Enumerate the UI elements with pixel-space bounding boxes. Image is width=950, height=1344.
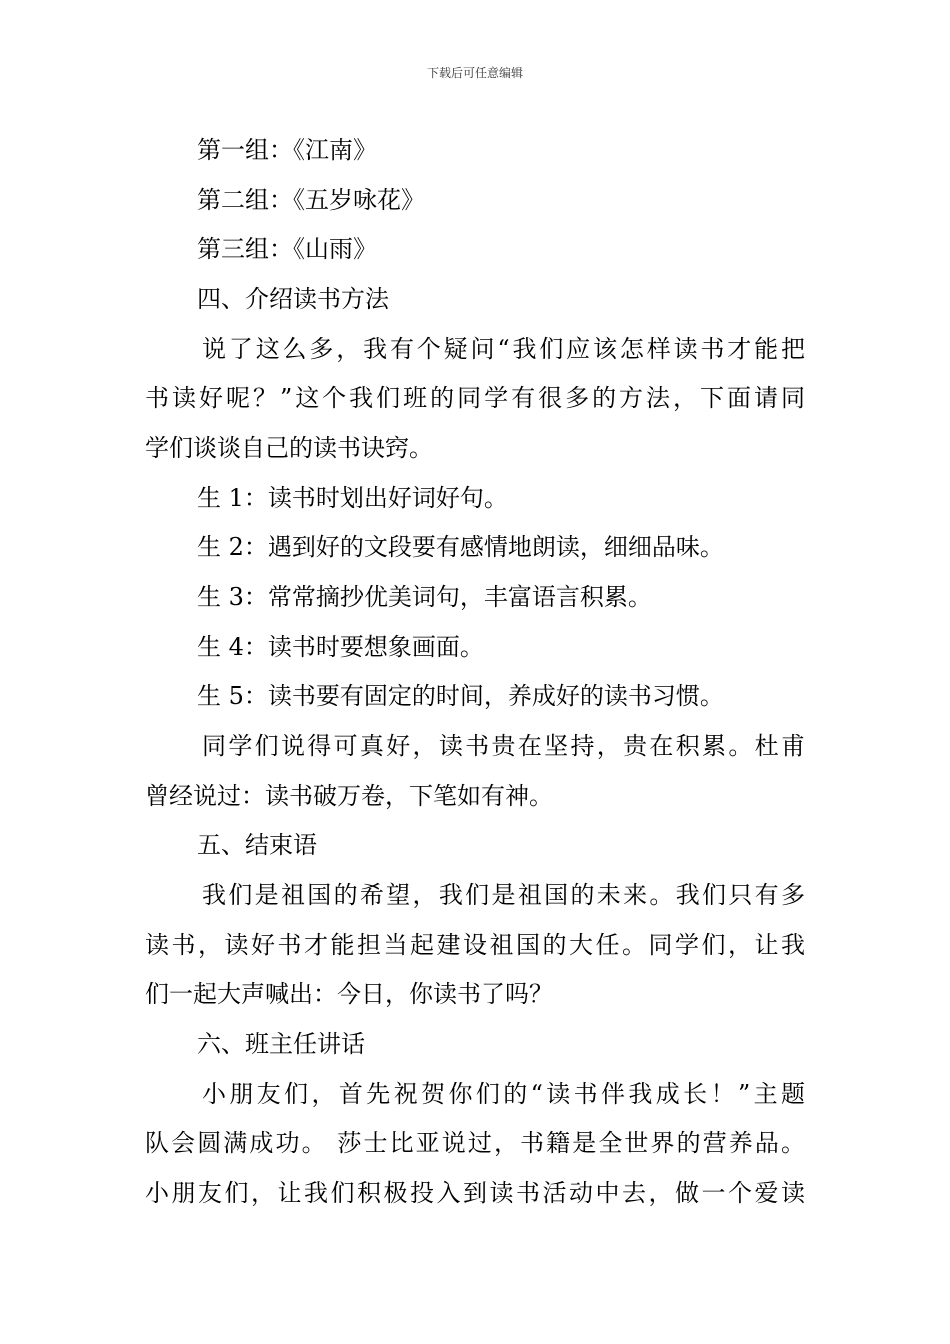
group-three-line: 第三组：《山雨》 bbox=[197, 235, 377, 263]
group-one-line: 第一组：《江南》 bbox=[197, 136, 377, 164]
section-heading-four: 四、介绍读书方法 bbox=[197, 285, 389, 313]
paragraph-line: 书读好呢？”这个我们班的同学有很多的方法，下面请同 bbox=[145, 384, 805, 412]
student-answer-4: 生 4：读书时要想象画面。 bbox=[197, 633, 484, 661]
paragraph-line: 同学们说得可真好，读书贵在坚持，贵在积累。杜甫 bbox=[202, 732, 805, 760]
paragraph-line: 说了这么多，我有个疑问“我们应该怎样读书才能把 bbox=[202, 335, 805, 363]
paragraph-line: 我们是祖国的希望，我们是祖国的未来。我们只有多 bbox=[202, 881, 805, 909]
paragraph-line: 小朋友们，让我们积极投入到读书活动中去，做一个爱读 bbox=[145, 1179, 805, 1207]
section-heading-six: 六、班主任讲话 bbox=[197, 1030, 365, 1058]
student-answer-3: 生 3：常常摘抄优美词句，丰富语言积累。 bbox=[197, 583, 652, 611]
group-two-line: 第二组：《五岁咏花》 bbox=[197, 186, 425, 214]
student-answer-5: 生 5：读书要有固定的时间，养成好的读书习惯。 bbox=[197, 682, 724, 710]
paragraph-line: 小朋友们，首先祝贺你们的“读书伴我成长！”主题 bbox=[202, 1080, 805, 1108]
section-heading-five: 五、结束语 bbox=[197, 831, 317, 859]
student-answer-2: 生 2：遇到好的文段要有感情地朗读，细细品味。 bbox=[197, 533, 724, 561]
paragraph-line: 队会圆满成功。 莎士比亚说过，书籍是全世界的营养品。 bbox=[145, 1129, 805, 1157]
paragraph-line: 们一起大声喊出：今日，你读书了吗？ bbox=[145, 980, 553, 1008]
paragraph-line: 读书，读好书才能担当起建设祖国的大任。同学们，让我 bbox=[145, 931, 805, 959]
header-note: 下载后可任意编辑 bbox=[426, 66, 523, 80]
paragraph-line: 学们谈谈自己的读书诀窍。 bbox=[145, 434, 433, 462]
paragraph-line: 曾经说过：读书破万卷，下笔如有神。 bbox=[145, 782, 553, 810]
student-answer-1: 生 1：读书时划出好词好句。 bbox=[197, 484, 508, 512]
